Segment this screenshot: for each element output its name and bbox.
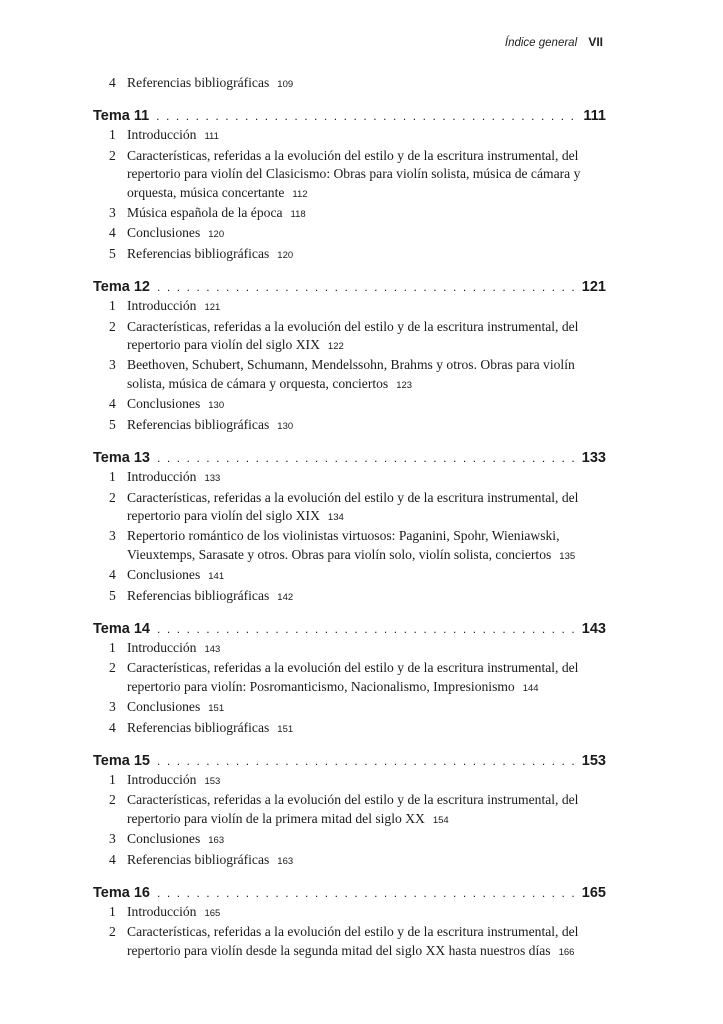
dot-leader bbox=[156, 106, 577, 126]
toc-entry[interactable] bbox=[93, 147, 606, 204]
toc-entry-number: 4 bbox=[109, 851, 116, 867]
toc-entry-title: Beethoven, Schubert, Schumann, Mendelssohn, Brahms y otros. Obras para violín solista, música de cámara y orquesta, conciertos bbox=[127, 357, 575, 391]
toc-entry-title: Conclusiones bbox=[127, 396, 201, 412]
dot-leader bbox=[157, 751, 576, 771]
toc-entry-number: 3 bbox=[109, 831, 116, 847]
tema-section bbox=[93, 448, 606, 607]
toc-entry-number: 2 bbox=[109, 318, 116, 334]
toc-entry-number: 4 bbox=[109, 567, 116, 583]
toc-entry-page: 153 bbox=[204, 775, 221, 787]
toc-entry-page: 109 bbox=[277, 79, 294, 90]
toc-entry[interactable] bbox=[93, 851, 606, 871]
toc-entry-number: 1 bbox=[109, 298, 116, 314]
toc-entry[interactable] bbox=[93, 903, 606, 923]
toc-entry-number: 3 bbox=[109, 357, 116, 373]
table-of-contents bbox=[93, 74, 606, 962]
toc-entry-number: 1 bbox=[109, 771, 116, 787]
toc-entry-page: 135 bbox=[559, 550, 576, 562]
toc-entry-page: 154 bbox=[432, 814, 449, 826]
toc-entry-page: 134 bbox=[327, 511, 344, 523]
dot-leader bbox=[157, 277, 576, 297]
toc-entry-page: 166 bbox=[558, 946, 575, 958]
toc-entry[interactable] bbox=[93, 489, 606, 528]
toc-entry-number: 5 bbox=[109, 245, 116, 261]
toc-entry[interactable] bbox=[93, 659, 606, 698]
toc-entry[interactable] bbox=[93, 527, 606, 566]
toc-entry-page: 163 bbox=[208, 835, 225, 847]
toc-entry-page: 121 bbox=[204, 302, 221, 314]
toc-entry[interactable] bbox=[93, 224, 606, 244]
tema-page: 143 bbox=[581, 620, 606, 637]
tema-heading[interactable] bbox=[93, 448, 606, 468]
tema-title: Tema 16 bbox=[93, 885, 150, 901]
toc-entry[interactable] bbox=[93, 566, 606, 586]
toc-entry-title: Introducción bbox=[127, 904, 197, 919]
toc-entry-number: 4 bbox=[109, 396, 116, 412]
tema-title: Tema 12 bbox=[93, 279, 150, 296]
tema-title: Tema 11 bbox=[93, 108, 150, 125]
toc-entry-number: 3 bbox=[109, 699, 116, 715]
tema-title: Tema 13 bbox=[93, 450, 150, 467]
tema-section bbox=[93, 751, 606, 871]
toc-entry-title: Introducción bbox=[127, 639, 197, 655]
running-head-page-number: VII bbox=[588, 35, 603, 49]
toc-entry-page: 130 bbox=[277, 420, 294, 432]
tema-page: 153 bbox=[581, 752, 606, 769]
toc-entry-number: 1 bbox=[109, 127, 116, 143]
toc-entry-title: Características, referidas a la evolución del estilo y de la escritura instrumental, del repertorio para violín del Clasicismo: Obras para violín solista, música de cámara y orquesta, música concertante bbox=[127, 147, 581, 200]
toc-entry-page: 122 bbox=[327, 341, 344, 353]
dot-leader bbox=[157, 448, 576, 468]
toc-entry-page: 133 bbox=[204, 473, 221, 485]
toc-entry-number: 2 bbox=[109, 924, 116, 940]
toc-entry-number: 2 bbox=[109, 489, 116, 505]
tema-section bbox=[93, 106, 606, 265]
toc-entry-number: 4 bbox=[109, 719, 116, 735]
dot-leader bbox=[157, 883, 576, 903]
toc-entry[interactable] bbox=[93, 126, 606, 146]
toc-entry-page: 143 bbox=[204, 643, 221, 655]
toc-entry-title: Introducción bbox=[127, 469, 197, 485]
toc-entry-page: 151 bbox=[208, 703, 225, 715]
toc-entry-page: 112 bbox=[292, 188, 308, 200]
toc-entry-title: Música española de la época bbox=[127, 205, 283, 221]
tema-heading[interactable] bbox=[93, 277, 606, 297]
toc-entry-title: Referencias bibliográficas bbox=[127, 587, 270, 603]
toc-entry-page: 111 bbox=[204, 131, 219, 143]
toc-entry-number: 3 bbox=[109, 528, 116, 544]
toc-entry[interactable] bbox=[93, 719, 606, 739]
tema-title: Tema 14 bbox=[93, 620, 150, 637]
tema-heading[interactable] bbox=[93, 751, 606, 771]
toc-entry-number: 1 bbox=[109, 904, 116, 919]
tema-page: 165 bbox=[581, 885, 606, 901]
tema-section bbox=[93, 883, 606, 962]
dot-leader bbox=[157, 619, 576, 639]
toc-entry[interactable] bbox=[93, 204, 606, 224]
toc-entry-page: 130 bbox=[208, 400, 225, 412]
toc-entry-number: 5 bbox=[109, 587, 116, 603]
toc-entry[interactable] bbox=[93, 318, 606, 357]
tema-heading[interactable] bbox=[93, 619, 606, 639]
tema-heading[interactable] bbox=[93, 106, 606, 126]
toc-entry-title: Conclusiones bbox=[127, 225, 201, 241]
toc-entry-title: Características, referidas a la evolución del estilo y de la escritura instrumental, del repertorio para violín: Posromanticismo, Nacionalismo, Impresionismo bbox=[127, 660, 579, 694]
toc-entry-title: Referencias bibliográficas bbox=[127, 719, 270, 735]
toc-entry-number: 2 bbox=[109, 792, 116, 808]
tema-page: 121 bbox=[581, 279, 606, 296]
toc-entry[interactable] bbox=[93, 698, 606, 718]
toc-entry[interactable] bbox=[93, 587, 606, 607]
toc-entry-number: 3 bbox=[109, 205, 116, 221]
toc-entry-title: Referencias bibliográficas bbox=[127, 416, 270, 432]
toc-entry[interactable] bbox=[93, 297, 606, 317]
toc-entry-title: Introducción bbox=[127, 298, 197, 314]
toc-entry[interactable] bbox=[93, 771, 606, 791]
running-head-title: Índice general bbox=[504, 37, 578, 49]
toc-entry-title: Referencias bibliográficas bbox=[127, 75, 270, 90]
toc-entry-title: Referencias bibliográficas bbox=[127, 851, 270, 867]
toc-entry[interactable] bbox=[93, 245, 606, 265]
toc-entry-title: Características, referidas a la evolución del estilo y de la escritura instrumental, del repertorio para violín desde la segunda mitad del siglo XX hasta nuestros días bbox=[127, 924, 579, 958]
toc-entry-title: Referencias bibliográficas bbox=[127, 245, 270, 261]
tema-page: 133 bbox=[581, 450, 606, 467]
toc-entry[interactable] bbox=[93, 468, 606, 488]
toc-entry[interactable] bbox=[93, 639, 606, 659]
toc-entry[interactable] bbox=[93, 416, 606, 436]
toc-entry-page: 123 bbox=[396, 379, 413, 391]
toc-entry-page: 165 bbox=[204, 908, 221, 919]
toc-entry-page: 141 bbox=[208, 571, 225, 583]
tema-section bbox=[93, 277, 606, 436]
toc-entry-page: 144 bbox=[522, 682, 539, 694]
toc-entry-number: 2 bbox=[109, 147, 116, 163]
toc-entry-number: 4 bbox=[109, 225, 116, 241]
toc-entry[interactable] bbox=[93, 395, 606, 415]
toc-entry-title: Introducción bbox=[127, 771, 197, 787]
running-head bbox=[505, 35, 603, 49]
tema-title: Tema 15 bbox=[93, 752, 150, 769]
toc-entry-page: 142 bbox=[277, 591, 294, 603]
tema-page: 111 bbox=[583, 108, 606, 125]
tema-section bbox=[93, 619, 606, 739]
toc-entry-number: 2 bbox=[109, 660, 116, 676]
toc-entry-title: Conclusiones bbox=[127, 699, 201, 715]
toc-entry-page: 118 bbox=[290, 209, 306, 221]
toc-entry-page: 120 bbox=[208, 229, 225, 241]
toc-entry-title: Introducción bbox=[127, 127, 197, 143]
toc-entry[interactable] bbox=[93, 74, 606, 94]
toc-entry[interactable] bbox=[93, 791, 606, 830]
toc-entry-page: 120 bbox=[277, 249, 294, 261]
tema-heading[interactable] bbox=[93, 883, 606, 903]
toc-entry-number: 1 bbox=[109, 639, 116, 655]
toc-entry[interactable] bbox=[93, 923, 606, 962]
toc-entry-number: 4 bbox=[109, 75, 116, 90]
toc-entry-title: Características, referidas a la evolución del estilo y de la escritura instrumental, del repertorio para violín del siglo XIX bbox=[127, 489, 579, 523]
toc-entry-title: Características, referidas a la evolución del estilo y de la escritura instrumental, del repertorio para violín del siglo XIX bbox=[127, 318, 579, 353]
toc-entry-title: Conclusiones bbox=[127, 567, 201, 583]
toc-entry-page: 151 bbox=[277, 723, 294, 735]
toc-entry-number: 1 bbox=[109, 469, 116, 485]
toc-entry-title: Conclusiones bbox=[127, 831, 201, 847]
toc-entry-title: Características, referidas a la evolución del estilo y de la escritura instrumental, del repertorio para violín de la primera mitad del siglo XX bbox=[127, 792, 579, 826]
toc-entry-title: Repertorio romántico de los violinistas virtuosos: Paganini, Spohr, Wieniawski, Vieuxtemps, Sarasate y otros. Obras para violín solo, violín solista, conciertos bbox=[127, 528, 560, 562]
toc-entry-page: 163 bbox=[277, 855, 294, 867]
toc-entry[interactable] bbox=[93, 830, 606, 850]
toc-entry[interactable] bbox=[93, 356, 606, 395]
toc-entry-number: 5 bbox=[109, 416, 116, 432]
